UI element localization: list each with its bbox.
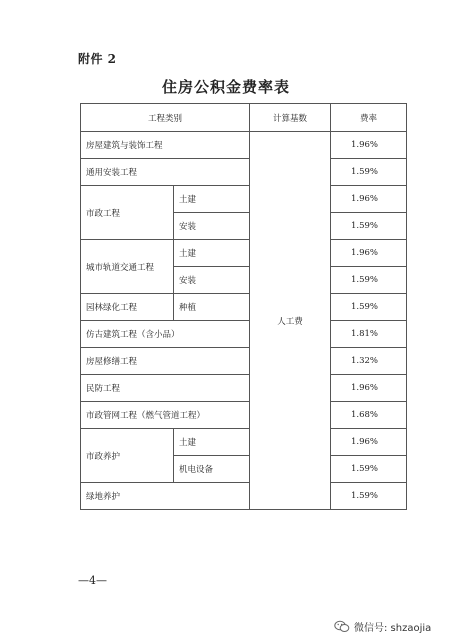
row-rate: 1.96% [331, 240, 407, 267]
row-category: 城市轨道交通工程 [81, 240, 174, 294]
row-subcategory: 土建 [174, 429, 250, 456]
row-category: 房屋建筑与装饰工程 [81, 132, 250, 159]
table-row [81, 429, 407, 456]
table-row [81, 186, 407, 213]
header-basis: 计算基数 [250, 104, 331, 132]
table-row [81, 375, 407, 402]
wechat-watermark [334, 619, 431, 634]
row-rate: 1.81% [331, 321, 407, 348]
header-rate: 费率 [331, 104, 407, 132]
table-row [81, 321, 407, 348]
row-rate: 1.68% [331, 402, 407, 429]
rate-table [80, 103, 407, 510]
table-row [81, 483, 407, 510]
row-rate: 1.32% [331, 348, 407, 375]
row-subcategory: 种植 [174, 294, 250, 321]
watermark-text: 微信号: shzaojia [354, 623, 432, 634]
row-category: 市政工程 [81, 186, 174, 240]
row-category: 仿古建筑工程（含小品） [81, 321, 250, 348]
row-category: 房屋修缮工程 [81, 348, 250, 375]
row-rate: 1.59% [331, 213, 407, 240]
table-row [81, 132, 407, 159]
row-rate: 1.96% [331, 132, 407, 159]
table-row [81, 240, 407, 267]
row-subcategory: 安装 [174, 213, 250, 240]
row-subcategory: 土建 [174, 240, 250, 267]
page-title: 住房公积金费率表 [161, 78, 290, 96]
header-category: 工程类别 [81, 104, 250, 132]
row-rate: 1.59% [331, 456, 407, 483]
row-category: 通用安装工程 [81, 159, 250, 186]
row-subcategory: 安装 [174, 267, 250, 294]
row-rate: 1.59% [331, 267, 407, 294]
wechat-icon [334, 620, 350, 633]
row-rate: 1.59% [331, 159, 407, 186]
row-category: 民防工程 [81, 375, 250, 402]
table-row [81, 348, 407, 375]
row-rate: 1.59% [331, 294, 407, 321]
row-subcategory: 机电设备 [174, 456, 250, 483]
row-subcategory: 土建 [174, 186, 250, 213]
page-number: —4— [78, 574, 107, 587]
table-header-row [81, 104, 407, 132]
row-category: 园林绿化工程 [81, 294, 174, 321]
row-category: 市政管网工程（燃气管道工程） [81, 402, 250, 429]
row-category: 市政养护 [81, 429, 174, 483]
row-category: 绿地养护 [81, 483, 250, 510]
table-row [81, 402, 407, 429]
table-row [81, 159, 407, 186]
row-rate: 1.96% [331, 186, 407, 213]
row-rate: 1.59% [331, 483, 407, 510]
attachment-label: 附件 2 [78, 52, 117, 66]
table-row [81, 294, 407, 321]
basis-cell: 人工费 [250, 132, 331, 510]
row-rate: 1.96% [331, 429, 407, 456]
row-rate: 1.96% [331, 375, 407, 402]
